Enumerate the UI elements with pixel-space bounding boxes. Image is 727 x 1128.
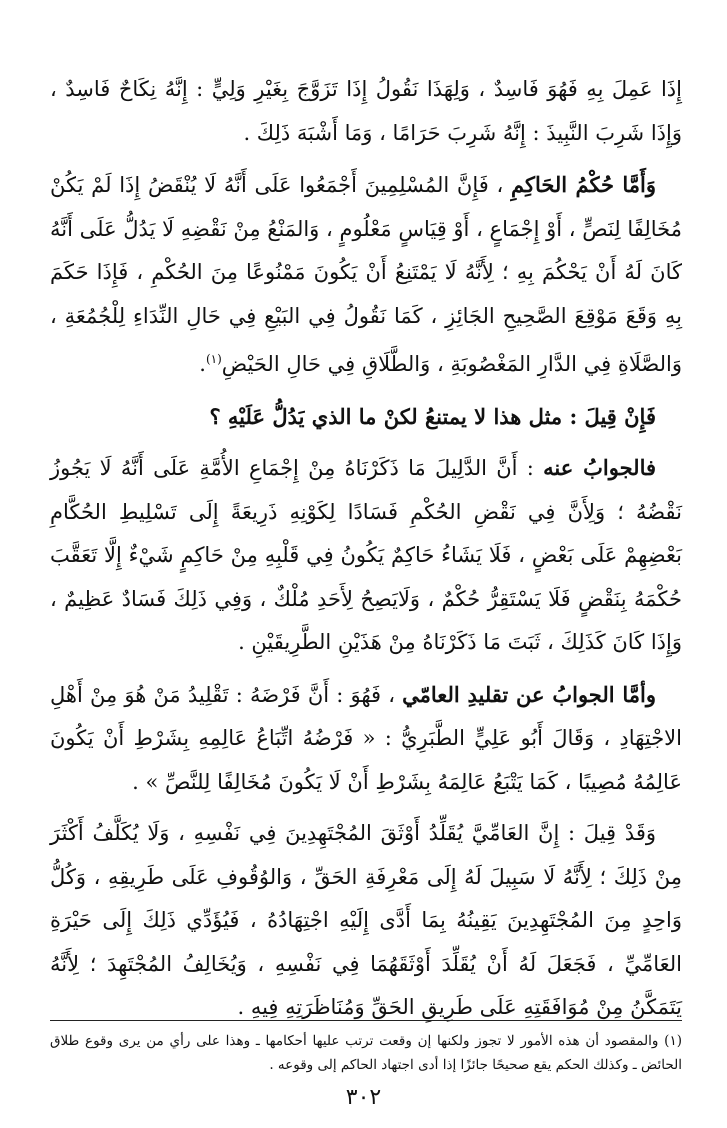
question-heading [50,395,682,439]
footnote-reference: (١) [205,352,222,366]
paragraph-1 [50,68,682,155]
paragraph-2-end: . [199,352,206,376]
paragraph-2-heading: وَأَمَّا حُكْمُ الحَاكِمِ [510,172,656,197]
paragraph-2-text: ، فَإِنَّ المُسْلِمِينَ أَجْمَعُوا عَلَى أَنَّهُ لَا يُنْقَضُ إِذَا لَمْ يَكُنْ مُخَالِفًا لِنَصٍّ ، أَوْ إِجْمَاعٍ ، أَوْ قِيَاسٍ مَعْلُومٍ ، وَالمَنْعُ مِنْ نَقْضِهِ لَا يَدُلُّ عَلَى أَنَّهُ كَانَ لَهُ أَنْ يَحْكُمَ بِهِ ؛ لِأَنَّهُ لَا يَمْتَنِعُ أَنْ يَكُونَ مَمْنُوعًا مِنَ الحُكْمِ ، فَإِذَا حَكَمَ بِهِ وَقَعَ مَوْقِعَ الصَّحِيحِ الجَائِزِ ، كَمَا نَقُولُ فِي البَيْعِ فِي حَالِ النِّدَاءِ لِلْجُمُعَةِ ، وَالصَّلَاةِ فِي الدَّارِ المَغْصُوبَةِ ، وَالطَّلَاقِ فِي حَالِ الحَيْضِ [50,173,682,376]
paragraph-4-heading: وأمَّا الجوابُ عن تقليدِ العامّي [402,681,656,707]
footnote-section [50,1020,682,1077]
page-number: ٣٠٢ [345,1085,382,1110]
paragraph-2 [50,163,682,387]
paragraph-1-text: إِذَا عَمِلَ بِهِ فَهُوَ فَاسِدٌ ، وَلِهَذَا نَقُولُ إِذَا تَزَوَّجَ بِغَيْرِ وَلِيٍّ : إِنَّهُ نِكَاحٌ فَاسِدٌ ، وَإِذَا شَرِبَ النَّبِيذَ : إِنَّهُ شَرِبَ حَرَامًا ، وَمَا أَشْبَهَ ذَلِكَ . [50,77,682,145]
paragraph-5 [50,812,682,1030]
paragraph-3-text: : أَنَّ الدَّلِيلَ مَا ذَكَرْنَاهُ مِنْ إِجْمَاعِ الأُمَّةِ عَلَى أَنَّهُ لَا يَجُوزُ نَقْضُهُ ؛ وَلِأَنَّ فِي نَقْضِ الحُكْمِ فَسَادًا لِكَوْنِهِ ذَرِيعَةً إِلَى تَسْلِيطِ الحُكَّامِ بَعْضِهِمْ عَلَى بَعْضٍ ، فَلَا يَشَاءُ حَاكِمٌ يَكُونُ فِي قَلْبِهِ مِنْ حَاكِمٍ شَيْءٌ إِلَّا تَعَقَّبَ حُكْمَهُ بِنَقْضٍ فَلَا يَسْتَقِرُّ حُكْمٌ ، وَلَايَصِحُ لِأَحَدِ مُلْكٌ ، وَفِي ذَلِكَ فَسَادٌ عَظِيمٌ ، وَإِذَا كَانَ كَذَلِكَ ، ثَبَتَ مَا ذَكَرْنَاهُ مِنْ هَذَيْنِ الطَّرِيقَيْنِ . [50,456,682,654]
paragraph-4-text: ، فَهُوَ : أَنَّ فَرْضَهُ : تَقْلِيدُ مَنْ هُوَ مِنْ أَهْلِ الاجْتِهَادِ ، وَقَالَ أَبُو عَلِيٍّ الطَّبَرِيُّ : « فَرْضُهُ اتِّبَاعُ عَالِمِهِ بِشَرْطِ أَنْ يَكُونَ عَالِمُهُ مُصِيبًا ، كَمَا يَتْبَعُ عَالِمَهُ بِشَرْطِ أَنْ لَا يَكُونَ مُخَالِفًا لِلنَّصِّ » . [50,682,682,794]
paragraph-3 [50,446,682,665]
footnote-divider [50,1020,682,1021]
paragraph-4 [50,673,682,805]
paragraph-3-heading: فالجوابُ عنه [543,455,657,480]
page-body [50,68,682,1038]
paragraph-5-text: وَقَدْ قِيلَ : إِنَّ العَامِّيَّ يُقَلِّدُ أَوْثَقَ المُجْتَهِدِينَ فِي نَفْسِهِ ، وَلَا يُكَلَّفُ أَكْثَرَ مِنْ ذَلِكَ ؛ لِأَنَّهُ لَا سَبِيلَ لَهُ إِلَى مَعْرِفَةِ الحَقِّ ، وَالوُقُوفِ عَلَى طَرِيقِهِ ، وَكُلُّ وَاحِدٍ مِنَ المُجْتَهِدِينَ يَقِينُهُ بِمَا أَدَّى إِلَيْهِ اجْتِهَادُهُ ، فَيُؤَدِّي ذَلِكَ إِلَى حَيْرَةِ العَامِّيِّ ، فَجَعَلَ لَهُ أَنْ يُقَلِّدَ أَوْثَقَهُمَا فِي نَفْسِهِ ، وَيُخَالِفُ المُجْتَهِدَ ؛ لِأَنَّهُ يَتَمَكَّنُ مِنْ مُوَافَقَتِهِ عَلَى طَرِيقِ الحَقِّ وَمُنَاظَرَتِهِ فِيهِ . [50,821,682,1019]
footnote-text: (١) والمقصود أن هذه الأمور لا تجوز ولكنها إن وقعت ترتب عليها أحكامها ـ وهذا على رأي من يرى وقوع طلاق الحائض ـ وكذلك الحكم يقع صحيحًا جائزًا إذا أدى اجتهاد الحاكم إلى وقوعه . [50,1033,682,1073]
question-text: فَإِنْ قِيلَ : مثل هذا لا يمتنعُ لكنْ ما الذي يَدُلُّ عَلَيْهِ ؟ [209,403,656,429]
